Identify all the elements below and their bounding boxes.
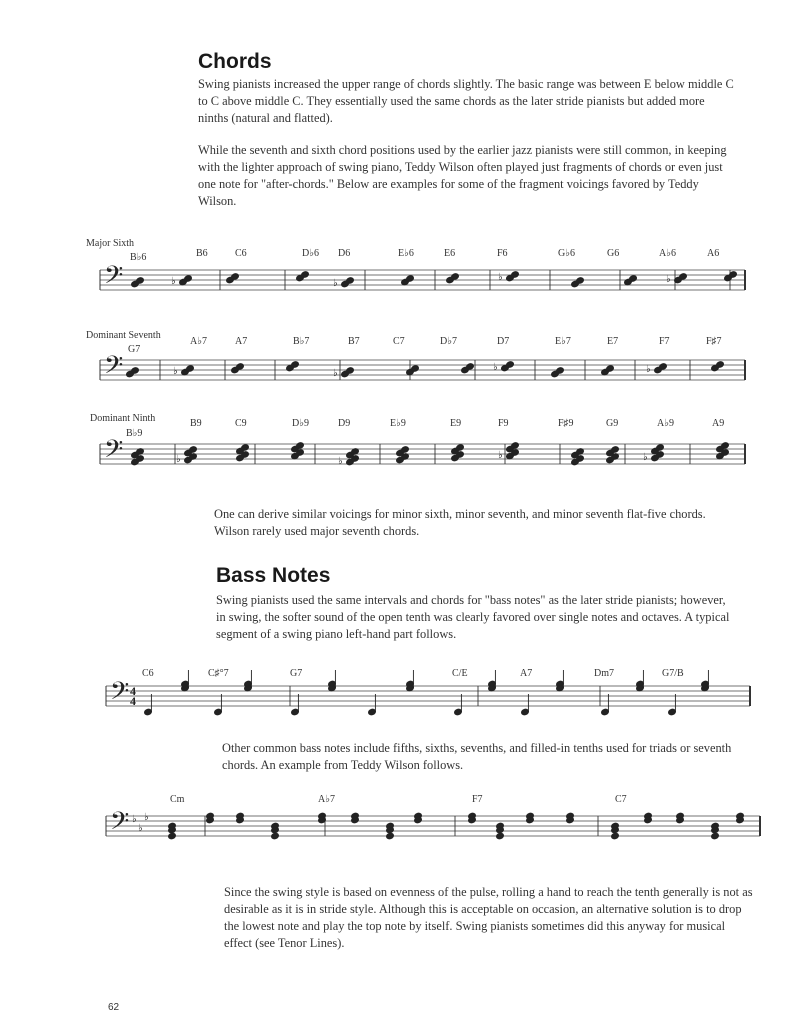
chord-note — [301, 271, 310, 279]
chord-note — [346, 277, 355, 285]
bass-example-2-staff-lines — [106, 807, 760, 842]
chord-name: B♭7 — [293, 336, 310, 347]
page-number: 62 — [108, 1002, 120, 1013]
bass-notes-heading: Bass Notes — [216, 564, 331, 587]
chord-name: A6 — [707, 248, 720, 259]
chord-name: E7 — [607, 336, 619, 347]
chord-note — [506, 361, 515, 369]
dominant-ninth-label: Dominant Ninth — [90, 413, 156, 424]
chord-name: F♯7 — [706, 336, 722, 347]
major-sixth-staff-lines — [100, 261, 745, 296]
chord-note — [186, 365, 195, 373]
chord-note — [721, 442, 730, 450]
chord-name: F9 — [498, 418, 509, 429]
major-sixth-svg — [80, 226, 760, 310]
chord-name: A♭6 — [659, 248, 676, 259]
major-sixth-staff — [80, 226, 760, 310]
bass-notes-paragraph-1: Swing pianists used the same intervals and chords for "bass notes" as the later stride pianists; however, in swing, the softer sound of the open tenth was clearly favored over single notes and octaves. A typical segment of a swing piano left-hand part follows. — [216, 593, 730, 641]
bass-example-1-staff-lines — [106, 670, 750, 716]
chord-note — [466, 363, 475, 371]
chord-note — [189, 446, 198, 454]
chord-name: D♭7 — [440, 336, 457, 347]
chord-name: G♭6 — [558, 248, 575, 259]
bass-clef-icon: 𝄢 — [110, 677, 130, 712]
chord-note — [716, 361, 725, 369]
major-sixth-chord-names — [130, 248, 719, 263]
chord-note — [451, 273, 460, 281]
chord-name: E9 — [450, 418, 462, 429]
chord-name: A9 — [712, 418, 725, 429]
chord-name: C7 — [393, 336, 405, 347]
chord-name: B♭6 — [130, 252, 147, 263]
bass-example-2-chord-names — [170, 794, 627, 805]
chord-name: E♭6 — [398, 248, 414, 259]
flat-icon: ♭ — [666, 274, 671, 285]
chord-name: F7 — [659, 336, 670, 347]
time-signature-bottom: 4 — [130, 694, 136, 708]
chord-name: Dm7 — [594, 668, 614, 679]
chord-note — [606, 365, 615, 373]
flat-icon: ♭ — [493, 362, 498, 373]
bass-note — [386, 832, 395, 840]
bass-note — [168, 832, 177, 840]
chord-name: A7 — [520, 668, 533, 679]
chord-note — [184, 275, 193, 283]
chord-note — [656, 444, 665, 452]
flat-icon: ♭ — [171, 276, 176, 287]
chord-name: D7 — [497, 336, 510, 347]
major-sixth-label: Major Sixth — [86, 238, 135, 249]
chord-name: C7 — [615, 794, 627, 805]
chord-name: C/E — [452, 668, 468, 679]
chord-name: F7 — [472, 794, 483, 805]
chord-name: A7 — [235, 336, 248, 347]
chord-note — [411, 365, 420, 373]
key-flat-icon: ♭ — [138, 823, 143, 834]
dominant-seventh-staff-lines — [100, 351, 745, 386]
bass-clef-icon: 𝄢 — [104, 435, 124, 470]
dominant-seventh-staff — [80, 318, 760, 402]
bass-example-2-staff — [100, 788, 770, 858]
chord-note — [511, 271, 520, 279]
chord-note — [346, 367, 355, 375]
chord-note — [611, 446, 620, 454]
chord-note — [401, 446, 410, 454]
chord-note — [131, 367, 140, 375]
flat-icon: ♭ — [643, 452, 648, 463]
chords-heading: Chords — [198, 50, 272, 73]
bass-notes-paragraph-2: Other common bass notes include fifths, sixths, sevenths, and filled-in tenths used for triads or seventh chords. An example from Teddy Wilson follows. — [222, 741, 732, 772]
dominant-ninth-staff — [80, 404, 760, 494]
flat-icon: ♭ — [333, 278, 338, 289]
chord-note — [511, 442, 520, 450]
key-flat-icon: ♭ — [144, 812, 149, 823]
flat-icon: ♭ — [338, 456, 343, 467]
chord-name: C6 — [142, 668, 154, 679]
chord-name: D6 — [338, 248, 351, 259]
flat-icon: ♭ — [333, 368, 338, 379]
chord-note — [406, 275, 415, 283]
chord-name: E♭7 — [555, 336, 571, 347]
chord-note — [291, 361, 300, 369]
chord-name: B6 — [196, 248, 208, 259]
chord-name: G7/B — [662, 668, 684, 679]
bass-example-1-svg — [100, 654, 760, 738]
chord-name: E♭9 — [390, 418, 406, 429]
dominant-seventh-label: Dominant Seventh — [86, 330, 161, 341]
dominant-seventh-chord-names — [128, 336, 722, 355]
chord-note — [241, 444, 250, 452]
chords-paragraph-1: Swing pianists increased the upper range of chords slightly. The basic range was between E below middle C to C above middle C. They essentially used the same chords as the later stride pianists but added more ninths (natural and flatted). — [198, 77, 734, 125]
flat-icon: ♭ — [498, 272, 503, 283]
chord-note — [629, 275, 638, 283]
dominant-ninth-staff-lines — [100, 435, 745, 470]
dominant-ninth-chord-names — [126, 418, 724, 439]
chord-name: A♭9 — [657, 418, 674, 429]
chord-name: D♭6 — [302, 248, 319, 259]
chord-name: D9 — [338, 418, 351, 429]
chord-note — [576, 277, 585, 285]
key-flat-icon: ♭ — [132, 814, 137, 825]
chord-name: F♯9 — [558, 418, 574, 429]
chord-name: B♭9 — [126, 428, 143, 439]
bass-clef-icon: 𝄢 — [104, 351, 124, 386]
chord-name: C♯°7 — [208, 668, 229, 679]
flat-icon: ♭ — [646, 364, 651, 375]
chord-name: C9 — [235, 418, 247, 429]
chord-note — [231, 273, 240, 281]
chord-name: A♭7 — [318, 794, 335, 805]
chord-name: B9 — [190, 418, 202, 429]
chord-name: Cm — [170, 794, 185, 805]
chord-note — [556, 367, 565, 375]
chord-name: F6 — [497, 248, 508, 259]
chord-name: B7 — [348, 336, 360, 347]
dominant-seventh-svg — [80, 318, 760, 402]
bass-example-1-staff — [100, 654, 760, 738]
chord-name: G6 — [607, 248, 620, 259]
bass-note — [711, 832, 720, 840]
bass-clef-icon: 𝄢 — [110, 807, 130, 842]
bass-notes-paragraph-3: Since the swing style is based on evenness of the pulse, rolling a hand to reach the tenth generally is not as desirable as it is in stride style. Although this is acceptable on occasion, an alternative solution is to drop the lowest note and play the top note by itself. Swing pianists sometimes did this anyway for musical effect (see Tenor Lines). — [224, 885, 753, 950]
chord-name: E6 — [444, 248, 456, 259]
chord-name: G7 — [290, 668, 303, 679]
chords-paragraph-3: One can derive similar voicings for minor sixth, minor seventh, and minor seventh flat-five chords. Wilson rarely used major seventh chords. — [214, 507, 706, 538]
flat-icon: ♭ — [173, 366, 178, 377]
chord-name: G9 — [606, 418, 619, 429]
chord-note — [456, 444, 465, 452]
chord-note — [296, 442, 305, 450]
flat-icon: ♭ — [176, 454, 181, 465]
bass-note — [496, 832, 505, 840]
chord-note — [236, 363, 245, 371]
chord-note — [659, 363, 668, 371]
chord-name: D♭9 — [292, 418, 309, 429]
chord-note — [679, 273, 688, 281]
bass-note — [271, 832, 280, 840]
bass-note — [611, 832, 620, 840]
time-signature-top: 4 — [130, 684, 136, 698]
chord-note — [136, 277, 145, 285]
chord-name: A♭7 — [190, 336, 207, 347]
bass-example-2-svg — [100, 788, 770, 858]
chord-name: C6 — [235, 248, 247, 259]
flat-icon: ♭ — [498, 450, 503, 461]
chords-paragraph-2: While the seventh and sixth chord positions used by the earlier jazz pianists were still common, in keeping with the lighter approach of swing piano, Teddy Wilson often played just fragments of chords or even just one note for "after-chords." Below are examples for some of the fragment voicings favored by Teddy Wilson. — [198, 143, 727, 208]
chord-name: G7 — [128, 344, 141, 355]
dominant-ninth-svg — [80, 404, 760, 494]
bass-clef-icon: 𝄢 — [104, 261, 124, 296]
